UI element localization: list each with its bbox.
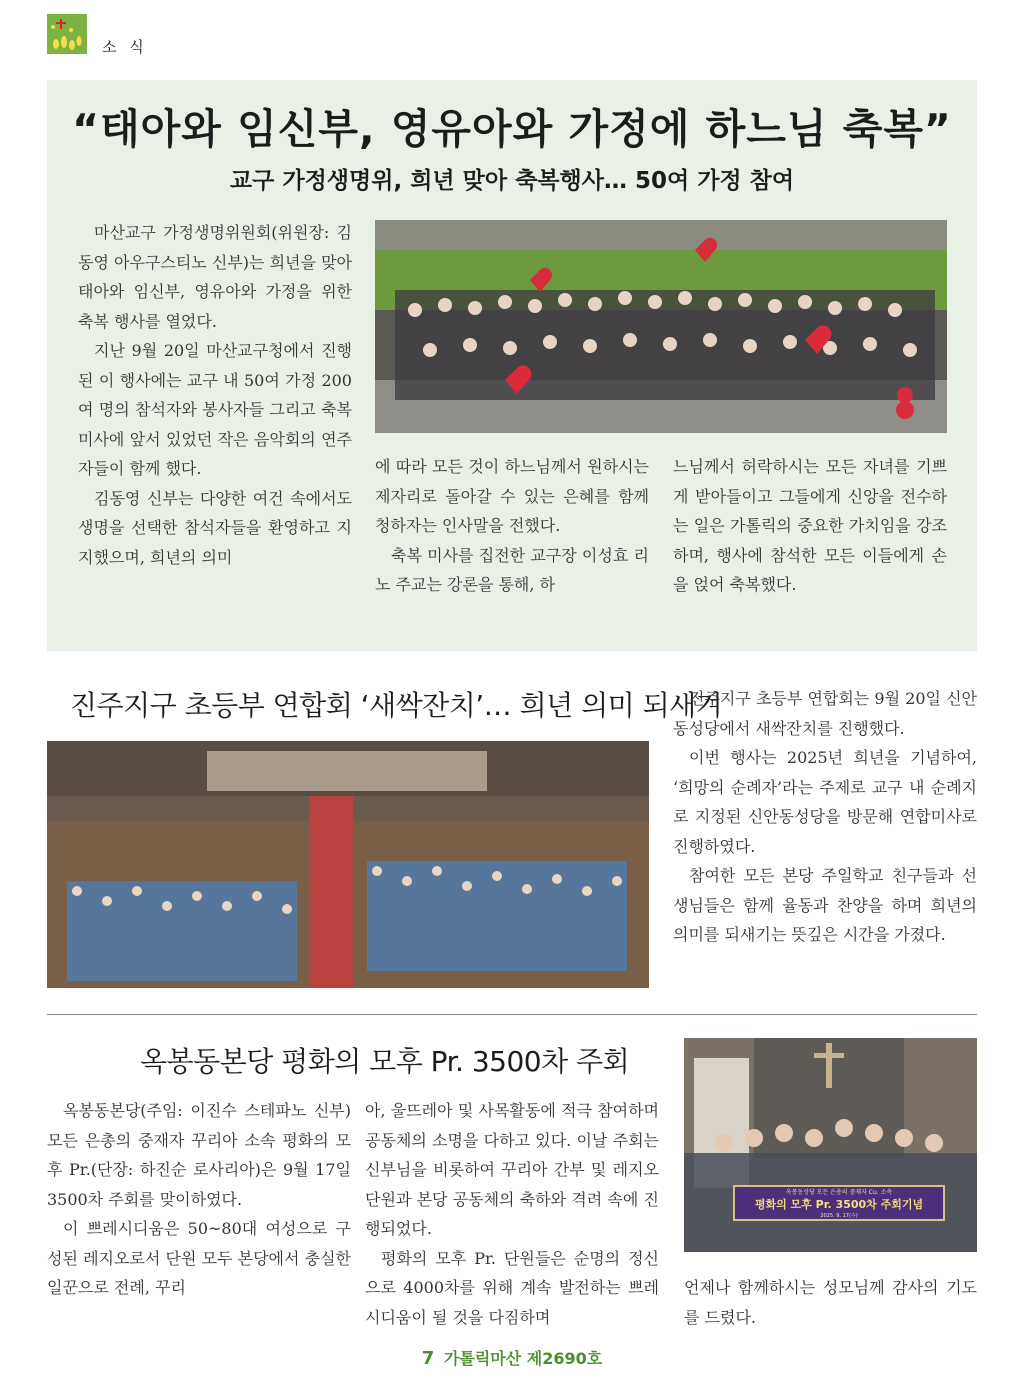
article3-column-2: [365, 1096, 659, 1332]
section-logo: [47, 14, 87, 54]
paragraph: 언제나 함께하시는 성모님께 감사의 기도를 드렸다.: [684, 1278, 977, 1327]
paragraph: 옥봉동본당(주임: 이진수 스테파노 신부) 모든 은총의 중재자 꾸리아 소속 평화의 모후 Pr.(단장: 하진순 로사리아)은 9월 17일 3500차 주회를 맞이하였다.: [47, 1101, 351, 1209]
section-label: 소 식: [102, 38, 148, 56]
paragraph: 이 쁘레시디움은 50~80대 여성으로 구성된 레지오로서 단원 모두 본당에서 충실한 일꾼으로 전례, 꾸리: [47, 1219, 351, 1297]
paragraph: 축복 미사를 집전한 교구장 이성효 리노 주교는 강론을 통해, 하: [375, 545, 649, 594]
article3-title: 옥봉동본당 평화의 모후 Pr. 3500차 주회: [140, 1045, 630, 1078]
paragraph: 아, 울뜨레아 및 사목활동에 적극 참여하며 공동체의 소명을 다하고 있다. 이날 주회는 신부님을 비롯하여 꾸리아 간부 및 레지오 단원과 본당 공동체의 축하와 격려 속에 진행되었다.: [365, 1101, 659, 1238]
article2-body: [673, 684, 977, 950]
sprout-icon: [47, 14, 87, 54]
article3-column-3: [684, 1273, 977, 1332]
paragraph: 평화의 모후 Pr. 단원들은 순명의 정신으로 4000차를 위해 계속 발전하는 쁘레시디움이 될 것을 다짐하며: [365, 1248, 659, 1327]
article2-title: 진주지구 초등부 연합회 ‘새싹잔치’… 희년 의미 되새겨: [70, 689, 723, 722]
paragraph: 마산교구 가정생명위원회(위원장: 김동영 아우구스티노 신부)는 희년을 맞아 태아와 임신부, 영유아와 가정을 위한 축복 행사를 열었다.: [78, 223, 352, 331]
article1-column-1: [78, 218, 352, 572]
article1-column-3: [673, 452, 947, 600]
paragraph: 지난 9월 20일 마산교구청에서 진행된 이 행사에는 교구 내 50여 가정 200여 명의 참석자와 봉사자들 그리고 축복 미사에 앞서 있었던 작은 음악회의 연주자들이 함께 했다.: [78, 341, 352, 478]
page-footer: [0, 1346, 1024, 1369]
banner-date: 2025. 9. 17(수): [820, 1213, 858, 1219]
paragraph: 참여한 모든 본당 주일학교 친구들과 선생님들은 함께 율동과 찬양을 하며 희년의 의미를 되새기는 뜻깊은 시간을 가졌다.: [673, 866, 977, 944]
article1-subtitle: 교구 가정생명위, 희년 맞아 축복행사… 50여 가정 참여: [229, 168, 795, 194]
paragraph: 이번 행사는 2025년 희년을 기념하여, ‘희망의 순례자’라는 주제로 교구 내 순례지로 지정된 신안동성당을 방문해 연합미사로 진행하였다.: [673, 748, 977, 856]
blessing-event-photo: [375, 220, 947, 433]
page-number: 7: [421, 1348, 435, 1369]
paragraph: 김동영 신부는 다양한 여건 속에서도 생명을 선택한 참석자들을 환영하고 지지했으며, 희년의 의미: [78, 488, 352, 567]
banner-text: 평화의 모후 Pr. 3500차 주회기념: [754, 1198, 924, 1211]
article1-title: “태아와 임신부, 영유아와 가정에 하느님 축복”: [72, 105, 952, 153]
article3-column-1: [47, 1096, 351, 1303]
paragraph: 느님께서 허락하시는 모든 자녀를 기쁘게 받아들이고 그들에게 신앙을 전수하는 일은 가톨릭의 중요한 가치임을 강조하며, 행사에 참석한 모든 이들에게 손을 얹어 축복했다.: [673, 457, 947, 594]
section-divider: [47, 1014, 977, 1015]
paragraph: 진주지구 초등부 연합회는 9월 20일 신안동성당에서 새싹잔치를 진행했다.: [673, 689, 977, 738]
article1-column-2: [375, 452, 649, 600]
publication-name: 가톨릭마산 제2690호: [443, 1349, 603, 1368]
paragraph: 에 따라 모든 것이 하느님께서 원하시는 제자리로 돌아갈 수 있는 은혜를 함께 청하자는 인사말을 전했다.: [375, 457, 649, 535]
children-festival-photo: [47, 741, 649, 988]
legion-meeting-photo: [684, 1038, 977, 1252]
banner-small-text: 옥봉동성당 모든 은총의 중재자 Cu. 소속: [785, 1189, 893, 1196]
